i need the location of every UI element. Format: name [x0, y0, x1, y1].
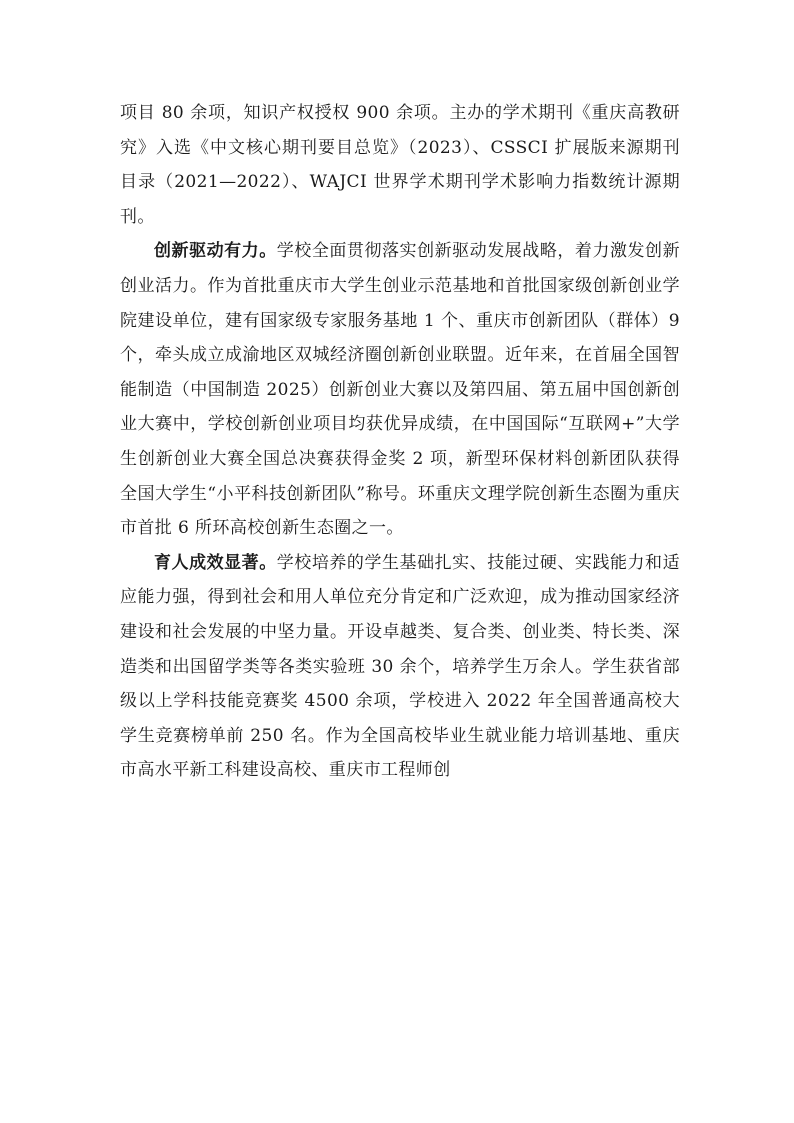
paragraph-text: 项目 80 余项，知识产权授权 900 余项。主办的学术期刊《重庆高教研究》入选《中文核心期刊要目总览》（2023）、CSSCI 扩展版来源期刊目录（2021—2022）、WAJCI 世界学术期刊学术影响力指数统计源期刊。: [120, 103, 680, 227]
paragraph-education: [120, 546, 680, 788]
paragraph-innovation: [120, 234, 680, 545]
paragraph-text: 学校培养的学生基础扎实、技能过硬、实践能力和适应能力强，得到社会和用人单位充分肯定和广泛欢迎，成为推动国家经济建设和社会发展的中坚力量。开设卓越类、复合类、创业类、特长类、深造类和出国留学类等各类实验班 30 余个，培养学生万余人。学生获省部级以上学科技能竞赛奖 4500 余项，学校进入 2022 年全国普通高校大学生竞赛榜单前 250 名。作为全国高校毕业生就业能力培训基地、重庆市高水平新工科建设高校、重庆市工程师创: [120, 552, 680, 781]
paragraph-continuation: [120, 96, 680, 234]
paragraph-text: 学校全面贯彻落实创新驱动发展战略，着力激发创新创业活力。作为首批重庆市大学生创业示范基地和首批国家级创新创业学院建设单位，建有国家级专家服务基地 1 个、重庆市创新团队（群体）9 个，牵头成立成渝地区双城经济圈创新创业联盟。近年来，在首届全国智能制造（中国制造 2025）创新创业大赛以及第四届、第五届中国创新创业大赛中，学校创新创业项目均获优异成绩，在中国国际“互联网+”大学生创新创业大赛全国总决赛获得金奖 2 项，新型环保材料创新团队获得全国大学生“小平科技创新团队”称号。环重庆文理学院创新生态圈为重庆市首批 6 所环高校创新生态圈之一。: [120, 241, 680, 539]
paragraph-lead: 育人成效显著。: [154, 552, 277, 573]
paragraph-lead: 创新驱动有力。: [154, 241, 277, 262]
body-text: [120, 96, 680, 788]
